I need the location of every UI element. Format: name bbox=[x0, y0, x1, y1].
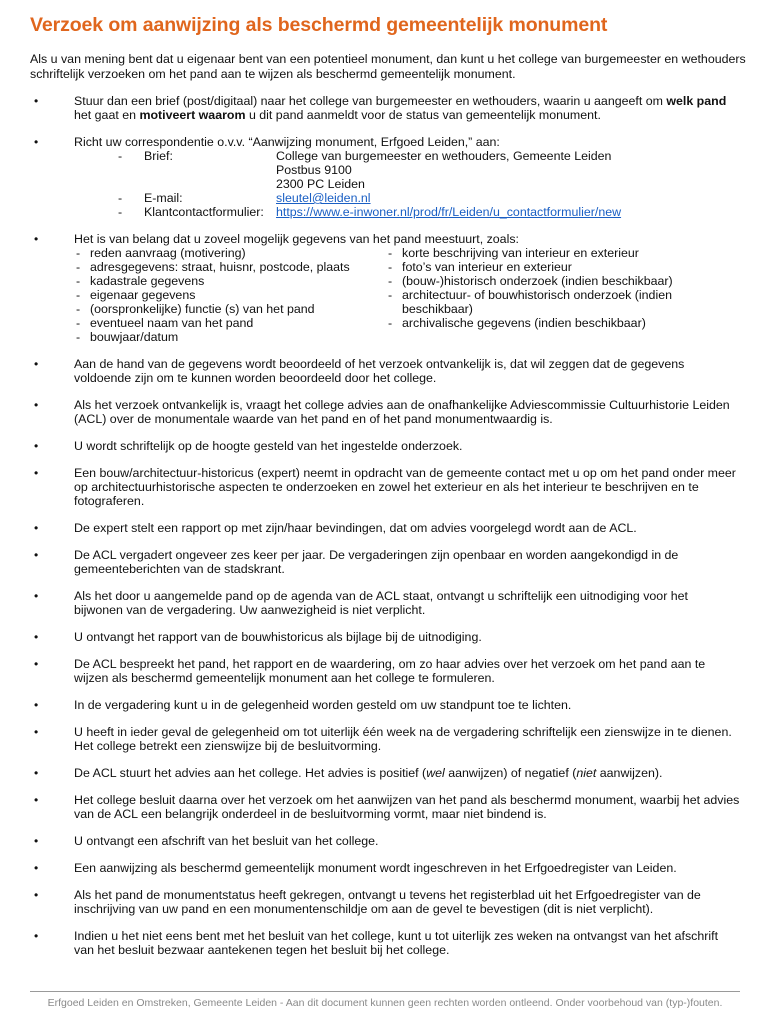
list-item: • Het college besluit daarna over het verzoek om het aanwijzen van het pand als beschermd monument, waarbij het advies van de ACL een belangrijk onderdeel in de besluitvorming vormt, maar niet bindend is. bbox=[30, 793, 740, 821]
detail-item: - korte beschrijving van interieur en exterieur bbox=[386, 246, 696, 260]
details-right-list bbox=[386, 246, 696, 344]
list-item: • De ACL stuurt het advies aan het college. Het advies is positief (wel aanwijzen) of negatief (niet aanwijzen). bbox=[30, 766, 740, 780]
details-left-list bbox=[74, 246, 386, 344]
list-item: • Stuur dan een brief (post/digitaal) naar het college van burgemeester en wethouders, waarin u aangeeft om welk pand het gaat en motiveert waarom u dit pand aanmeldt voor de status van gemeentelijk monument. bbox=[30, 94, 740, 122]
form-label: Klantcontactformulier: bbox=[144, 205, 264, 219]
list-item: • De ACL bespreekt het pand, het rapport en de waardering, om zo haar advies over het verzoek om het pand aan te wijzen als beschermd gemeentelijk monument aan het college te formuleren. bbox=[30, 657, 740, 685]
list-item: • Een aanwijzing als beschermd gemeentelijk monument wordt ingeschreven in het Erfgoedregister van Leiden. bbox=[30, 861, 740, 875]
contact-block: - Brief: College van burgemeester en wethouders, Gemeente Leiden Postbus 9100 2300 PC Leiden - E-mail: sleutel@leiden.nl - Klantcontactformulier: https://www.e-inwoner.nl/prod/fr/Leiden/u_contactformulier/new bbox=[118, 149, 740, 219]
list-item: • Indien u het niet eens bent met het besluit van het college, kunt u tot uiterlijk zes weken na ontvangst van het afschrift van het besluit bezwaar aantekenen tegen het besluit bij het college. bbox=[30, 929, 740, 957]
list-item: • U ontvangt een afschrift van het besluit van het college. bbox=[30, 834, 740, 848]
detail-item: - foto’s van interieur en exterieur bbox=[386, 260, 696, 274]
intro-paragraph: Als u van mening bent dat u eigenaar bent van een potentieel monument, dan kunt u het college van burgemeester en wethouders schriftelijk verzoeken om het pand aan te wijzen als beschermd gemeentelijk monument. bbox=[30, 52, 746, 81]
detail-item: - kadastrale gegevens bbox=[74, 274, 386, 288]
detail-item: - bouwjaar/datum bbox=[74, 330, 386, 344]
detail-item: - eventueel naam van het pand bbox=[74, 316, 386, 330]
list-item-details: • Het is van belang dat u zoveel mogelijk gegevens van het pand meestuurt, zoals: - reden aanvraag (motivering) - adresgegevens: straat, huisnr, postcode, plaats - kadastrale gegevens - eigenaar gegevens - (oorspronkelijke) functie (s) van het pand - eventueel naam van het pand - bouwjaar/datum - korte beschrijving van interieur en exterieur - foto’s van interieur en exterieur - (bouw-)historisch onderzoek (indien beschikbaar) - architectuur- of bouwhistorisch onderzoek (indien beschikbaar) - archivalische gegevens (indien beschikbaar) bbox=[30, 232, 740, 344]
list-item: • U ontvangt het rapport van de bouwhistoricus als bijlage bij de uitnodiging. bbox=[30, 630, 740, 644]
footer-disclaimer: Erfgoed Leiden en Omstreken, Gemeente Leiden - Aan dit document kunnen geen rechten worden ontleend. Onder voorbehoud van (typ-)fouten. bbox=[47, 997, 723, 1009]
list-item: • Aan de hand van de gegevens wordt beoordeeld of het verzoek ontvankelijk is, dat wil zeggen dat de gegevens voldoende zijn om te kunnen worden beoordeeld door het college. bbox=[30, 357, 740, 385]
list-item: • Een bouw/architectuur-historicus (expert) neemt in opdracht van de gemeente contact met u op om het pand onder meer op architectuurhistorische aspecten te onderzoeken en zowel het exterieur en als het interieur te beschrijven en te fotograferen. bbox=[30, 466, 740, 508]
email-label: E-mail: bbox=[144, 191, 183, 205]
contact-form-link[interactable]: https://www.e-inwoner.nl/prod/fr/Leiden/u_contactformulier/new bbox=[276, 205, 622, 219]
brief-label: Brief: bbox=[144, 149, 173, 163]
brief-line-2: Postbus 9100 bbox=[276, 163, 352, 177]
list-item: • De expert stelt een rapport op met zijn/haar bevindingen, dat om advies voorgelegd wordt aan de ACL. bbox=[30, 521, 740, 535]
list-item: • De ACL vergadert ongeveer zes keer per jaar. De vergaderingen zijn openbaar en worden aangekondigd in de gemeenteberichten van de stadskrant. bbox=[30, 548, 740, 576]
detail-item: - reden aanvraag (motivering) bbox=[74, 246, 386, 260]
detail-item: - (bouw-)historisch onderzoek (indien beschikbaar) bbox=[386, 274, 696, 288]
list-item: • In de vergadering kunt u in de gelegenheid worden gesteld om uw standpunt toe te lichten. bbox=[30, 698, 740, 712]
list-item-correspondence: • Richt uw correspondentie o.v.v. “Aanwijzing monument, Erfgoed Leiden,” aan: - Brief: College van burgemeester en wethouders, Gemeente Leiden Postbus 9100 2300 PC Leiden - E-mail: sleutel@leiden.nl - Klantcontactformulier: https://www.e-inwoner.nl/prod/fr/Leiden/u_contactformulier/new bbox=[30, 135, 740, 219]
footer-divider bbox=[30, 991, 740, 992]
steps-list bbox=[30, 94, 740, 970]
detail-item: - (oorspronkelijke) functie (s) van het pand bbox=[74, 302, 386, 316]
email-link[interactable]: sleutel@leiden.nl bbox=[276, 191, 371, 205]
brief-line-3: 2300 PC Leiden bbox=[276, 177, 365, 191]
detail-item: - eigenaar gegevens bbox=[74, 288, 386, 302]
detail-item: - adresgegevens: straat, huisnr, postcode, plaats bbox=[74, 260, 386, 274]
detail-item: - archivalische gegevens (indien beschikbaar) bbox=[386, 316, 696, 330]
page-title: Verzoek om aanwijzing als beschermd gemeentelijk monument bbox=[30, 14, 608, 36]
list-item: • U heeft in ieder geval de gelegenheid om tot uiterlijk één week na de vergadering schriftelijk een zienswijze in te dienen. Het college betrekt een zienswijze bij de besluitvorming. bbox=[30, 725, 740, 753]
list-item: • Als het verzoek ontvankelijk is, vraagt het college advies aan de onafhankelijke Adviescommissie Cultuurhistorie Leiden (ACL) over de monumentale waarde van het pand en of het pand monumentwaardig is. bbox=[30, 398, 740, 426]
brief-line-1: College van burgemeester en wethouders, Gemeente Leiden bbox=[276, 149, 612, 163]
details-columns bbox=[74, 246, 740, 344]
list-item: • U wordt schriftelijk op de hoogte gesteld van het ingestelde onderzoek. bbox=[30, 439, 740, 453]
detail-item: beschikbaar) bbox=[402, 302, 473, 316]
detail-item: - architectuur- of bouwhistorisch onderzoek (indien bbox=[386, 288, 696, 302]
list-item: • Als het door u aangemelde pand op de agenda van de ACL staat, ontvangt u schriftelijk een uitnodiging voor het bijwonen van de vergadering. Uw aanwezigheid is niet verplicht. bbox=[30, 589, 740, 617]
list-item: • Als het pand de monumentstatus heeft gekregen, ontvangt u tevens het registerblad uit het Erfgoedregister van de inschrijving van uw pand en een monumentenschildje om aan de gevel te bevestigen (dit is niet verplicht). bbox=[30, 888, 740, 916]
